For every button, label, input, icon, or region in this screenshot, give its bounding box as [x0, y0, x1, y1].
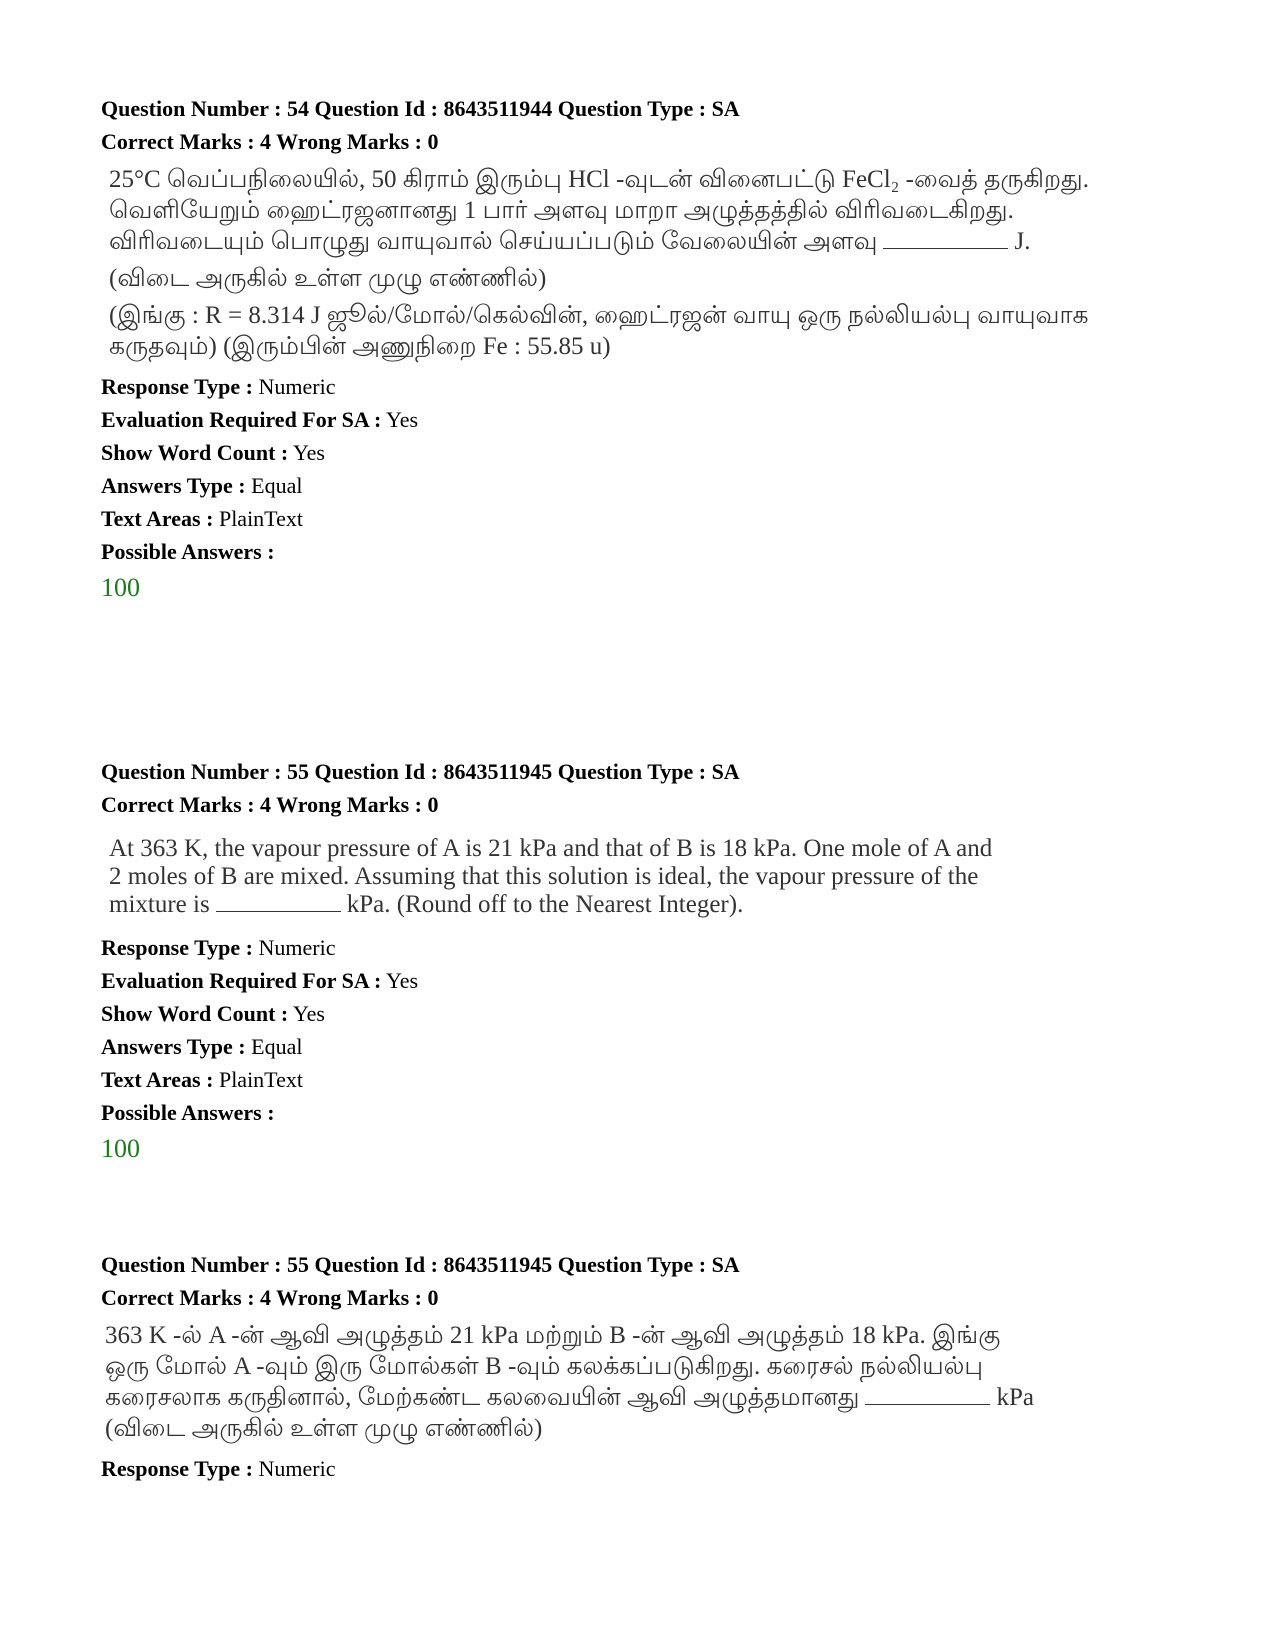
question-55-tamil	[101, 1248, 1191, 1485]
response-type-field: Response Type : Numeric	[101, 1456, 336, 1481]
stem-line: 363 K -ல் A -ன் ஆவி அழுத்தம் 21 kPa மற்றும் B -ன் ஆவி அழுத்தம் 18 kPa. இங்கு	[105, 1322, 1001, 1349]
question-header	[101, 92, 1191, 158]
answer-blank	[216, 910, 341, 912]
evaluation-field: Evaluation Required For SA : Yes	[101, 968, 419, 993]
possible-answers-label: Possible Answers :	[101, 539, 275, 564]
answers-type-field: Answers Type : Equal	[101, 1034, 303, 1059]
question-header-line2: Correct Marks : 4 Wrong Marks : 0	[101, 129, 439, 154]
answers-type-field: Answers Type : Equal	[101, 473, 303, 498]
question-fields	[101, 1452, 1191, 1485]
stem-line-unit: kPa	[996, 1384, 1034, 1411]
question-stem	[109, 835, 1191, 919]
stem-line-unit: J.	[1014, 228, 1031, 255]
stem-line-text: விரிவடையும் பொழுது வாயுவால் செய்யப்படும் வேலையின் அளவு	[109, 228, 878, 255]
stem-line	[105, 1384, 1191, 1415]
question-header	[101, 1248, 1191, 1314]
question-header-line1: Question Number : 55 Question Id : 8643511945 Question Type : SA	[101, 759, 740, 784]
question-header-line1: Question Number : 55 Question Id : 8643511945 Question Type : SA	[101, 1252, 740, 1277]
word-count-field: Show Word Count : Yes	[101, 440, 325, 465]
stem-line	[109, 891, 1191, 919]
stem-line: 25°C வெப்பநிலையில், 50 கிராம் இரும்பு HCl -வுடன் வினைபட்டு FeCl₂ -வைத் தருகிறது.	[109, 166, 1089, 193]
question-55-english	[101, 755, 1191, 1167]
stem-line	[109, 228, 1191, 259]
stem-line: (விடை அருகில் உள்ள முழு எண்ணில்)	[109, 265, 547, 292]
possible-answers-label: Possible Answers :	[101, 1100, 275, 1125]
stem-line: வெளியேறும் ஹைட்ரஜனானது 1 பார் அளவு மாறா அழுத்தத்தில் விரிவடைகிறது.	[109, 197, 1014, 224]
question-header-line2: Correct Marks : 4 Wrong Marks : 0	[101, 792, 439, 817]
stem-line-text: mixture is	[109, 891, 210, 918]
question-header-line2: Correct Marks : 4 Wrong Marks : 0	[101, 1285, 439, 1310]
question-stem	[109, 166, 1191, 364]
evaluation-field: Evaluation Required For SA : Yes	[101, 407, 419, 432]
stem-line: (இங்கு : R = 8.314 J ஜூல்/மோல்/கெல்வின், ஹைட்ரஜன் வாயு ஒரு நல்லியல்பு வாயுவாக	[109, 302, 1089, 329]
stem-line: (விடை அருகில் உள்ள முழு எண்ணில்)	[105, 1415, 543, 1442]
question-fields	[101, 370, 1191, 568]
response-type-field: Response Type : Numeric	[101, 935, 336, 960]
question-header-line1: Question Number : 54 Question Id : 8643511944 Question Type : SA	[101, 96, 740, 121]
question-header	[101, 755, 1191, 821]
question-stem	[105, 1322, 1191, 1446]
response-type-field: Response Type : Numeric	[101, 374, 336, 399]
text-areas-field: Text Areas : PlainText	[101, 1067, 303, 1092]
answer-blank	[865, 1403, 990, 1405]
question-54	[101, 92, 1191, 606]
possible-answer-value: 100	[101, 1134, 140, 1163]
stem-line: ஒரு மோல் A -வும் இரு மோல்கள் B -வும் கலக்கப்படுகிறது. கரைசல் நல்லியல்பு	[105, 1353, 983, 1380]
stem-line: கருதவும்) (இரும்பின் அணுநிறை Fe : 55.85 u)	[109, 333, 611, 360]
possible-answer-value: 100	[101, 573, 140, 602]
text-areas-field: Text Areas : PlainText	[101, 506, 303, 531]
question-fields	[101, 931, 1191, 1129]
stem-line-text: kPa. (Round off to the Nearest Integer).	[346, 891, 744, 918]
word-count-field: Show Word Count : Yes	[101, 1001, 325, 1026]
stem-line-text: கரைசலாக கருதினால், மேற்கண்ட கலவையின் ஆவி அழுத்தமானது	[105, 1384, 860, 1411]
stem-line: 2 moles of B are mixed. Assuming that this solution is ideal, the vapour pressure of the	[109, 863, 979, 890]
answer-blank	[883, 247, 1008, 249]
stem-line: At 363 K, the vapour pressure of A is 21 kPa and that of B is 18 kPa. One mole of A and	[109, 835, 993, 862]
